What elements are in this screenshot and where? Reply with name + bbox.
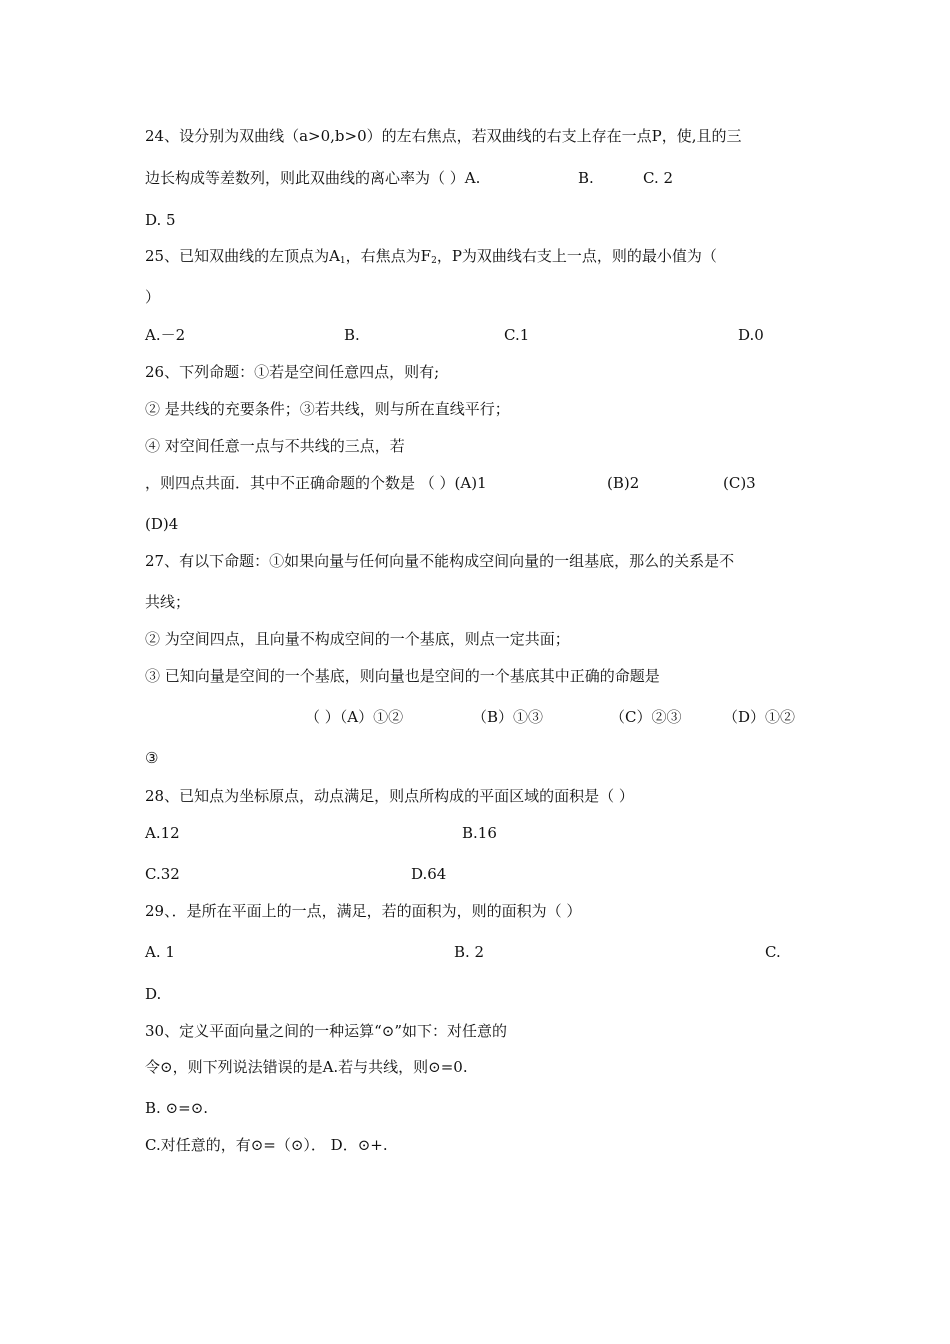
q25-line1: 25、已知双曲线的左顶点为$A_1$，右焦点为$F_2$，P为双曲线右支上一点，则的最小值为（ [145,247,717,266]
q28-options-ab [145,823,845,843]
q25-option-b: B. [344,326,360,344]
q28-line1: 28、已知点为坐标原点，动点满足，则点所构成的平面区域的面积是（ ） [145,787,634,805]
q27-option-c: （C）②③ [610,708,682,726]
q28-option-c: C.32 [145,865,180,883]
q24-line1: 24、设分别为双曲线（a>0,b>0）的左右焦点，若双曲线的右支上存在一点P，使,且的三 [145,127,742,145]
q27-option-b: （B）①③ [472,708,544,726]
q24-stem-and-option-a: 边长构成等差数列，则此双曲线的离心率为（ ）A. [145,169,481,187]
q29-options-abc [145,942,845,962]
q29-option-c: C. [765,943,781,961]
q26-option-d: (D)4 [145,515,179,533]
q28-options-cd [145,864,845,884]
q25-line2: ） [145,288,161,306]
q26-line4 [145,473,845,493]
q29-option-d: D. [145,985,162,1003]
q25-option-a: A.－2 [145,326,186,344]
q25-option-c: C.1 [504,326,530,344]
q30-line4: C.对任意的，有⊙=（⊙）． D．⊙+. [145,1136,388,1154]
q27-line2: 共线； [145,593,191,611]
q28-option-a: A.12 [145,824,180,842]
q28-option-d: D.64 [411,865,447,883]
q29-line1: 29、．是所在平面上的一点，满足，若的面积为，则的面积为（ ） [145,902,582,920]
q24-option-d: D. 5 [145,211,176,229]
q25-subscript-1: 1 [339,256,346,266]
q29-option-a: A. 1 [145,943,175,961]
q29-option-b: B. 2 [454,943,485,961]
q28-option-b: B.16 [462,824,497,842]
q27-stem-and-option-a: （ ）（A）①② [305,708,404,726]
q27-line1: 27、有以下命题：①如果向量与任何向量不能构成空间向量的一组基底，那么的关系是不 [145,552,735,570]
q27-line5 [145,707,845,727]
q25-subscript-2: 2 [431,256,437,266]
q25-option-d: D.0 [738,326,764,344]
q24-option-c: C. 2 [643,169,674,187]
q27-option-d: （D）①② [723,708,796,726]
q24-line2 [145,168,845,188]
q26-option-c: (C)3 [723,474,756,492]
q26-stem-and-option-a: ，则四点共面．其中不正确命题的个数是 （ ）(A)1 [145,474,487,492]
q30-line3: B. ⊙=⊙. [145,1099,209,1117]
q26-line3: ④ 对空间任意一点与不共线的三点，若 [145,437,405,455]
q24-option-b: B. [578,169,594,187]
q30-line1: 30、定义平面向量之间的一种运算“⊙”如下：对任意的 [145,1022,507,1040]
q26-line2: ② 是共线的充要条件；③若共线，则与所在直线平行； [145,400,510,418]
q26-line1: 26、下列命题：①若是空间任意四点，则有; [145,363,440,381]
q30-line2: 令⊙，则下列说法错误的是A.若与共线，则⊙=0. [145,1058,468,1076]
q26-option-b: (B)2 [607,474,640,492]
q27-line6: ③ [145,749,159,767]
q27-line4: ③ 已知向量是空间的一个基底，则向量也是空间的一个基底其中正确的命题是 [145,667,660,685]
q25-options [145,325,845,345]
q27-line3: ② 为空间四点，且向量不构成空间的一个基底，则点一定共面； [145,630,570,648]
